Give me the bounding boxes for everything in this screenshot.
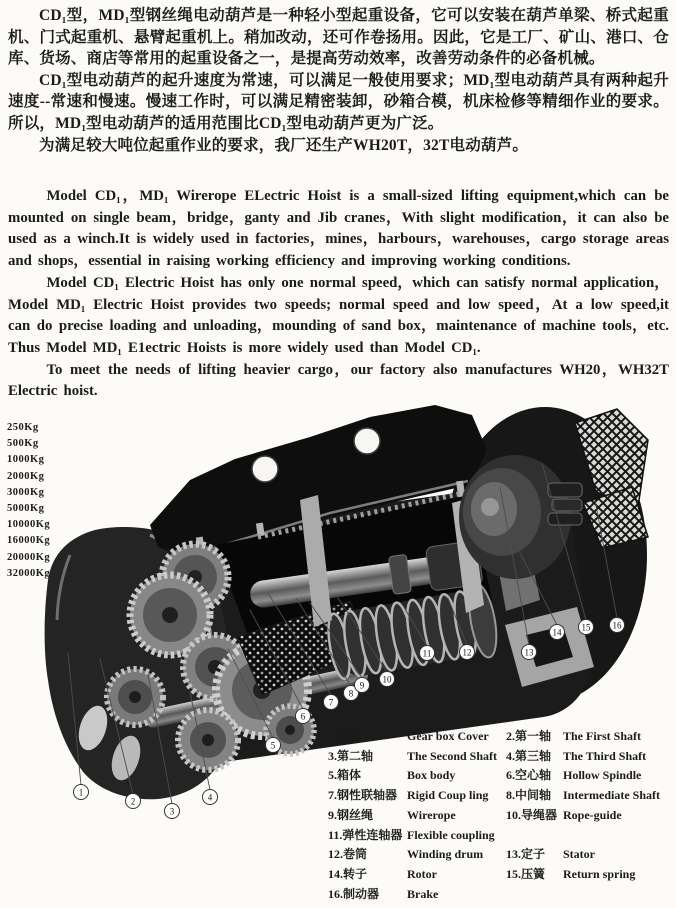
legend-cn: 11.弹性连轴器 [328,827,403,842]
svg-text:12: 12 [462,647,472,658]
svg-text:3: 3 [169,806,175,817]
legend-cn: 2.第一轴 [506,729,552,743]
legend-row [328,845,674,865]
legend-cn: 15.压簧 [506,866,546,881]
legend-cn: 14.转子 [328,866,368,881]
legend-cn: 7.钢性联轴器 [328,788,398,803]
legend-row [328,727,674,747]
legend-en: Rotor [407,866,437,881]
legend-cn: 10.导绳器 [506,807,558,822]
cn-paragraph-2: CD₁型电动葫芦的起升速度为常速，可以满足一般使用要求；MD₁型电动葫芦具有两种起升速度--常速和慢速。慢速工作时，可以满足精密装卸，砂箱合模，机床检修等精细作业的要求。所以，MD₁型电动葫芦的适用范围比CD₁型电动葫芦更为广泛。 [8,71,669,132]
legend-row [328,806,674,826]
legend-cn: 9.钢丝绳 [328,807,374,822]
legend-row [328,865,674,885]
legend-en: Hollow Spindle [563,768,642,783]
capacity-label: 20000Kg [7,551,51,563]
chinese-description [8,5,669,156]
capacity-label: 2000Kg [7,470,45,482]
svg-text:9: 9 [359,680,365,691]
parts-legend [328,727,674,904]
legend-en: Brake [407,886,439,901]
legend-en: Flexible coupling [407,827,495,842]
legend-en: Gear box Cover [407,729,489,743]
capacity-label: 3000Kg [7,486,45,498]
bracket-hole-right [354,428,380,454]
legend-row [328,766,674,786]
svg-text:5: 5 [270,740,276,751]
legend-en: Return spring [563,866,636,881]
legend-cn: 6.空心轴 [506,768,552,783]
en-paragraph-1: Model CD₁，MD₁ Wirerope ELectric Hoist is a small-sized lifting equipment,which can be mounted on single beam，bridge，ganty and Jib cranes，With slight modification，it can also be used as a winch.It is widely used in factories，mines，harbours，warehouses，cargo storage areas and shops，essential in raising working efficiency and improving working conditions. [8,188,669,270]
svg-text:1: 1 [78,787,84,798]
capacity-label: 32000Kg [7,567,51,579]
legend-en: Wirerope [407,807,456,822]
legend-cn: 16.制动器 [328,886,380,901]
capacity-label: 500Kg [7,438,39,450]
svg-text:16: 16 [612,620,622,631]
capacity-label: 5000Kg [7,503,45,515]
legend-en: The Second Shaft [407,748,498,763]
legend-cn: 12.卷筒 [328,847,368,862]
svg-text:14: 14 [552,627,562,638]
legend-cn: 3.第二轴 [328,748,374,763]
legend-cn: 13.定子 [506,847,546,862]
svg-text:7: 7 [328,697,334,708]
cn-paragraph-3: 为满足较大吨位起重作业的要求，我厂还生产WH20T，32T电动葫芦。 [39,136,529,154]
legend-cn: 5.箱体 [328,768,362,783]
svg-text:10: 10 [382,674,392,685]
svg-text:6: 6 [300,711,306,722]
legend-row [328,826,674,846]
svg-text:4: 4 [207,792,213,803]
english-description [8,186,669,403]
svg-text:11: 11 [422,648,432,659]
legend-row [328,885,674,905]
capacity-label: 10000Kg [7,519,51,531]
capacity-label: 250Kg [7,422,39,433]
bracket-hole-left [252,456,278,482]
svg-text:15: 15 [581,622,591,633]
legend-en: The Third Shaft [563,748,647,763]
legend-en: Rope-guide [563,807,622,822]
legend-en: The First Shaft [563,729,641,743]
svg-text:2: 2 [130,796,136,807]
cn-paragraph-1: CD₁型，MD₁型钢丝绳电动葫芦是一种轻小型起重设备，它可以安装在葫芦单梁、桥式起重机、门式起重机、悬臂起重机上。稍加改动，还可作卷扬用。因此，它是工厂、矿山、港口、仓库、货场、商店等常用的起重设备之一，是提高劳动效率，改善劳动条件的必备机械。 [8,7,669,68]
en-paragraph-3: To meet the needs of lifting heavier cargo，our factory also manufactures WH20，WH32T Electric hoist. [8,361,669,400]
svg-text:13: 13 [524,647,534,658]
legend-en: Rigid Coup ling [407,788,489,803]
legend-en: Intermediate Shaft [563,788,660,803]
capacity-label: 1000Kg [7,454,45,466]
legend-cn: 1.箱盖 [328,729,362,743]
legend-row [328,786,674,806]
legend-en: Stator [563,847,595,862]
legend-en: Box body [407,768,456,783]
legend-cn: 8.中间轴 [506,788,552,803]
legend-row [328,747,674,767]
legend-cn: 4.第三轴 [506,748,552,763]
legend-en: Winding drum [407,847,484,862]
en-paragraph-2: Model CD₁ Electric Hoist has only one normal speed，which can satisfy normal application，Model MD₁ Electric Hoist provides two speeds; normal speed and low speed，At a low speed,it can do precise loading and unloading，mounding of sand box，maintenance of machine tools，etc. Thus Model MD₁ E1ectric Hoists is more widely used than Model CD₁. [8,274,669,356]
svg-text:8: 8 [348,688,354,699]
capacity-label: 16000Kg [7,535,51,547]
